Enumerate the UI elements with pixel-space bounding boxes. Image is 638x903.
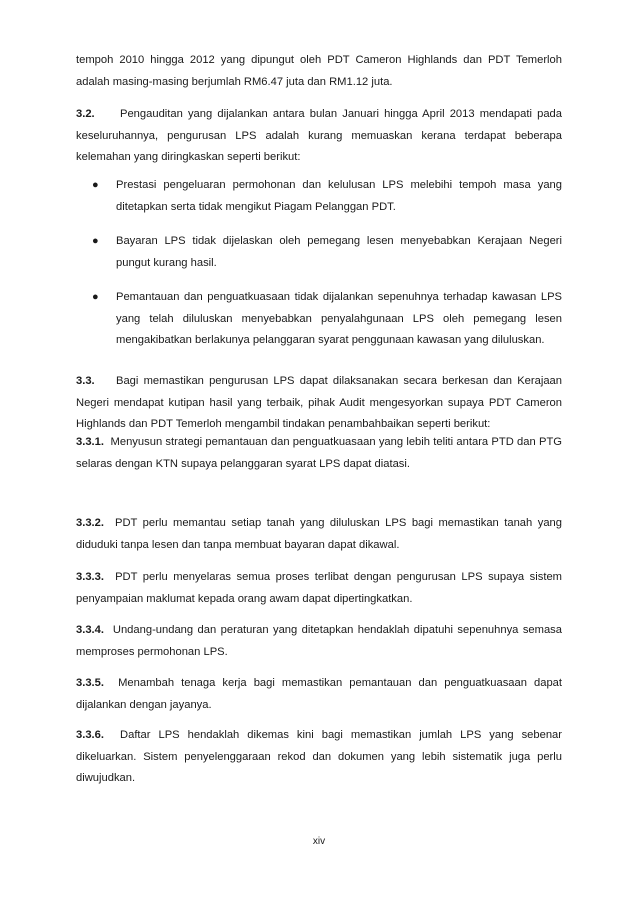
recommendation-text: PDT perlu menyelaras semua proses terlibat dengan pengurusan LPS supaya sistem penyampaian maklumat kepada orang awam dapat dipertingkatkan. xyxy=(76,571,563,605)
bullet-icon: ● xyxy=(92,235,99,247)
section-3-2-paragraph xyxy=(76,104,562,169)
recommendation-number: 3.3.4. xyxy=(76,624,104,636)
recommendation-text: Menambah tenaga kerja bagi memastikan pemantauan dan penguatkuasaan dapat dijalankan dengan jayanya. xyxy=(76,677,562,711)
bullet-icon: ● xyxy=(92,291,99,303)
section-text: Pengauditan yang dijalankan antara bulan Januari hingga April 2013 mendapati pada keseluruhannya, pengurusan LPS adalah kurang memuaskan kerana terdapat beberapa kelemahan yang diringkaskan seperti berikut: xyxy=(76,108,562,163)
recommendation-text: PDT perlu memantau setiap tanah yang diluluskan LPS bagi memastikan tanah yang diduduki tanpa lesen dan tanpa membuat bayaran dapat dikawal. xyxy=(76,517,562,551)
recommendation-text: Daftar LPS hendaklah dikemas kini bagi memastikan jumlah LPS yang sebenar dikeluarkan. Sistem penyelenggaraan rekod dan dokumen yang lebih sistematik juga perlu diwujudkan. xyxy=(76,729,562,784)
section-number: 3.2. xyxy=(76,108,95,120)
section-text: Bagi memastikan pengurusan LPS dapat dilaksanakan secara berkesan dan Kerajaan Negeri mendapat kutipan hasil yang terbaik, pihak Audit mengesyorkan supaya PDT Cameron Highlands dan PDT Temerloh mengambil tindakan penambahbaikan seperti berikut: xyxy=(76,375,562,430)
recommendation-text: Menyusun strategi pemantauan dan penguatkuasaan yang lebih teliti antara PTD dan PTG selaras dengan KTN supaya pelanggaran syarat LPS dapat diatasi. xyxy=(76,436,562,470)
recommendation-3-3-2 xyxy=(76,513,562,556)
bullet-icon: ● xyxy=(92,179,99,191)
section-3-3-paragraph xyxy=(76,371,562,436)
recommendation-number: 3.3.3. xyxy=(76,571,104,583)
intro-text: tempoh 2010 hingga 2012 yang dipungut oleh PDT Cameron Highlands dan PDT Temerloh adalah masing-masing berjumlah RM6.47 juta dan RM1.12 juta. xyxy=(76,54,562,88)
bullet-text: Bayaran LPS tidak dijelaskan oleh pemegang lesen menyebabkan Kerajaan Negeri pungut kurang hasil. xyxy=(116,235,562,269)
page-number: xiv xyxy=(312,836,326,847)
recommendation-number: 3.3.6. xyxy=(76,729,104,741)
recommendation-3-3-3 xyxy=(76,567,562,610)
section-number: 3.3. xyxy=(76,375,95,387)
recommendation-number: 3.3.2. xyxy=(76,517,104,529)
recommendation-number: 3.3.5. xyxy=(76,677,104,689)
intro-paragraph xyxy=(76,50,562,93)
recommendation-3-3-6 xyxy=(76,725,562,790)
bullet-text: Prestasi pengeluaran permohonan dan kelulusan LPS melebihi tempoh masa yang ditetapkan serta tidak mengikut Piagam Pelanggan PDT. xyxy=(116,179,562,213)
recommendation-3-3-4 xyxy=(76,620,562,663)
recommendation-text: Undang-undang dan peraturan yang ditetapkan hendaklah dipatuhi sepenuhnya semasa memproses permohonan LPS. xyxy=(76,624,563,658)
bullet-text: Pemantauan dan penguatkuasaan tidak dijalankan sepenuhnya terhadap kawasan LPS yang telah diluluskan menyebabkan penyalahgunaan LPS oleh pemegang lesen mengakibatkan berlakunya pelanggaran syarat penggunaan kawasan yang diluluskan. xyxy=(116,291,562,346)
recommendation-3-3-5 xyxy=(76,673,562,716)
recommendation-3-3-1 xyxy=(76,432,562,475)
recommendation-number: 3.3.1. xyxy=(76,436,104,448)
